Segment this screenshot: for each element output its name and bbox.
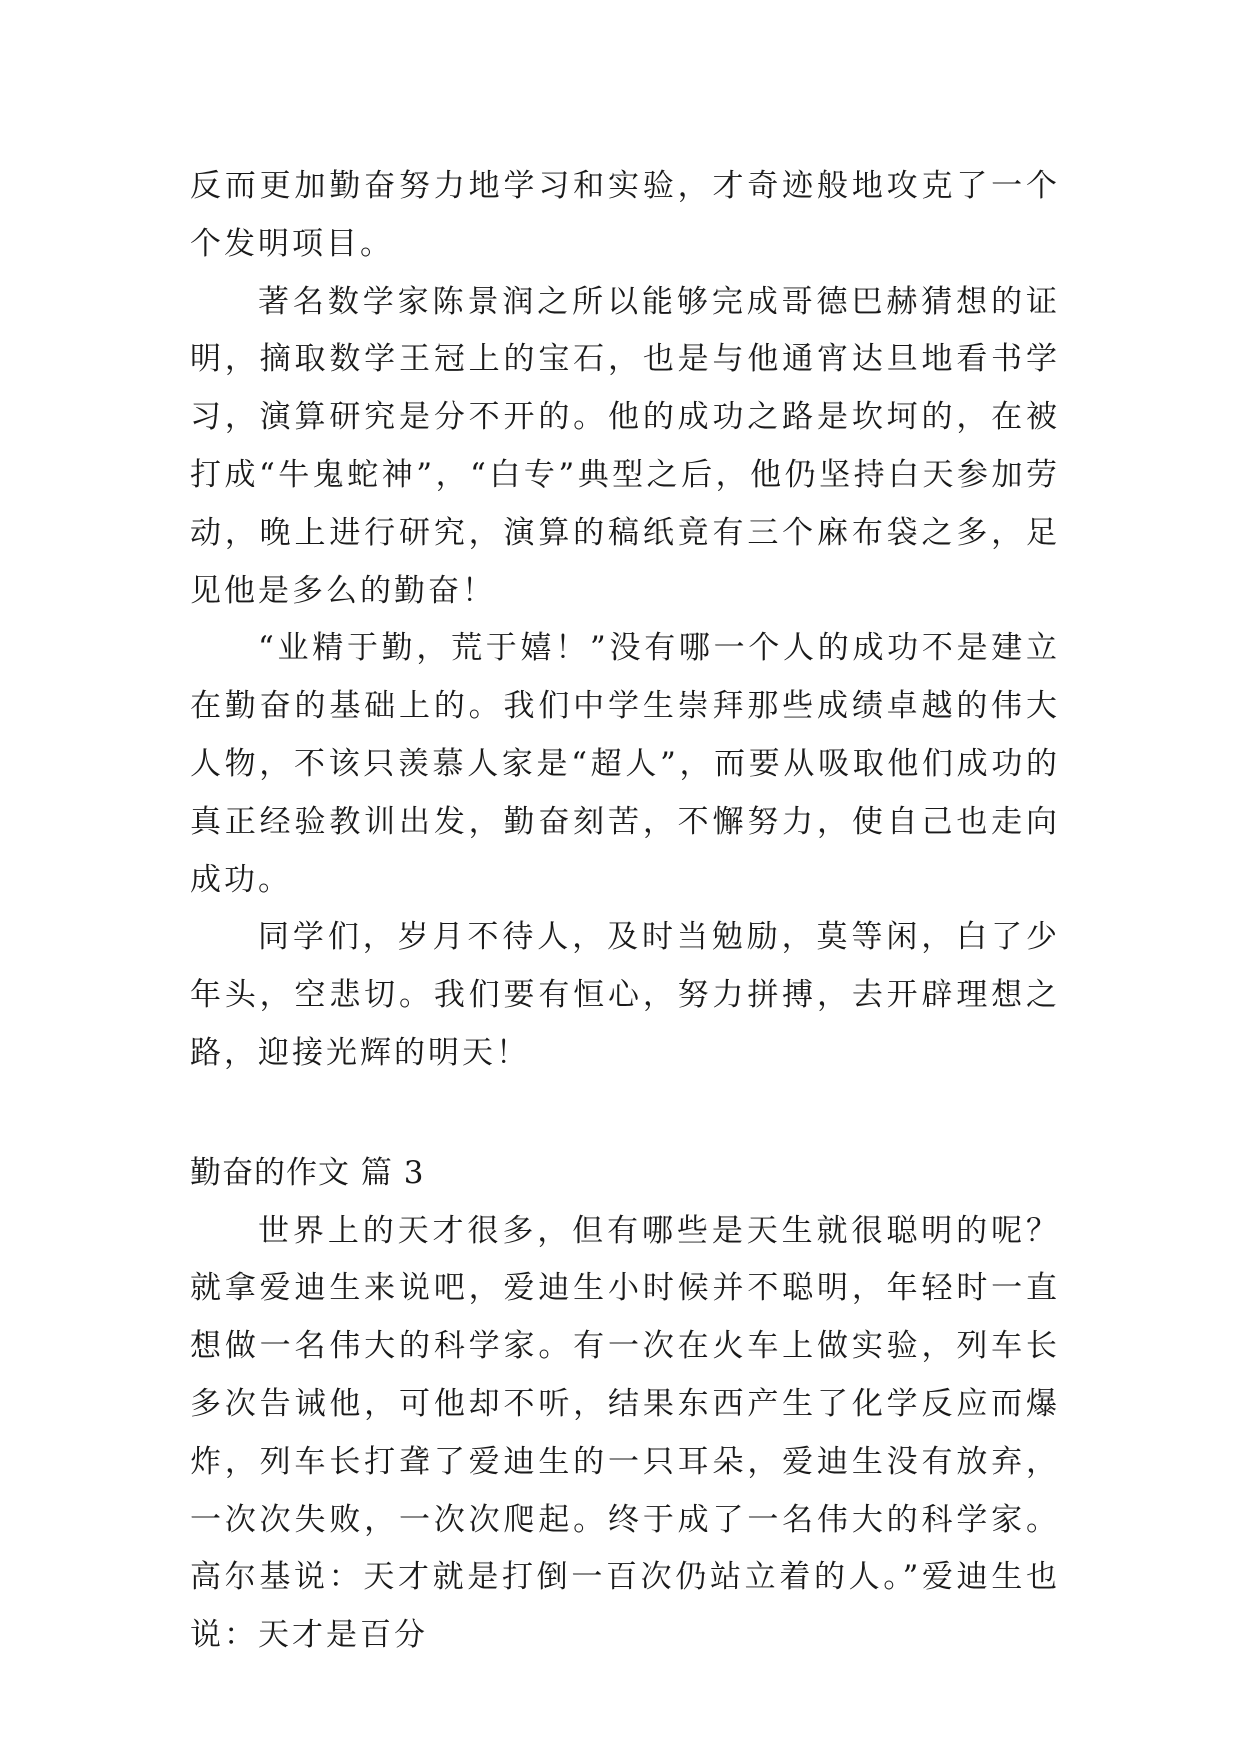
essay2-paragraph-4: 同学们，岁月不待人，及时当勉励，莫等闲，白了少年头，空悲切。我们要有恒心，努力拼搏，去开辟理想之路，迎接光辉的明天！ bbox=[190, 919, 1060, 1071]
essay3-heading: 勤奋的作文 篇 3 bbox=[190, 1154, 425, 1191]
essay2-paragraph-1: 反而更加勤奋努力地学习和实验，才奇迹般地攻克了一个个发明项目。 bbox=[190, 168, 1060, 262]
essay2-paragraph-3: “业精于勤，荒于嬉！”没有哪一个人的成功不是建立在勤奋的基础上的。我们中学生崇拜那些成绩卓越的伟大人物，不该只羡慕人家是“超人”，而要从吸取他们成功的真正经验教训出发，勤奋刻苦，不懈努力，使自己也走向成功。 bbox=[190, 630, 1060, 898]
section-gap bbox=[190, 1083, 1060, 1145]
document-page bbox=[190, 158, 1060, 1665]
essay3-paragraph-1: 世界上的天才很多，但有哪些是天生就很聪明的呢？就拿爱迪生来说吧，爱迪生小时候并不聪明，年轻时一直想做一名伟大的科学家。有一次在火车上做实验，列车长多次告诫他，可他却不听，结果东西产生了化学反应而爆炸，列车长打聋了爱迪生的一只耳朵，爱迪生没有放弃，一次次失败，一次次爬起。终于成了一名伟大的科学家。高尔基说：天才就是打倒一百次仍站立着的人。”爱迪生也说：天才是百分 bbox=[190, 1212, 1060, 1654]
essay2-paragraph-2: 著名数学家陈景润之所以能够完成哥德巴赫猜想的证明，摘取数学王冠上的宝石，也是与他通宵达旦地看书学习，演算研究是分不开的。他的成功之路是坎坷的，在被打成“牛鬼蛇神”，“白专”典型之后，他仍坚持白天参加劳动，晚上进行研究，演算的稿纸竟有三个麻布袋之多，足见他是多么的勤奋！ bbox=[190, 283, 1060, 609]
